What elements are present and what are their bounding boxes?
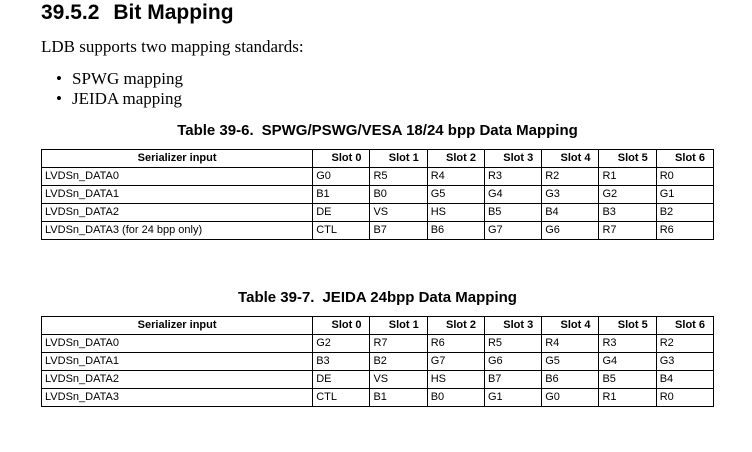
table-cell: B1 bbox=[313, 186, 370, 204]
table-cell: R0 bbox=[656, 389, 713, 407]
column-header: Slot 5 bbox=[599, 150, 656, 168]
column-header: Slot 6 bbox=[656, 317, 713, 335]
table-cell: B5 bbox=[599, 371, 656, 389]
table-title: JEIDA 24bpp Data Mapping bbox=[322, 289, 517, 306]
column-header: Slot 4 bbox=[542, 317, 599, 335]
table-cell: B3 bbox=[599, 204, 656, 222]
table-cell: B1 bbox=[370, 389, 427, 407]
list-item-text: SPWG mapping bbox=[72, 69, 183, 88]
table-cell: G0 bbox=[542, 389, 599, 407]
table-cell: G0 bbox=[313, 168, 370, 186]
table-cell: R5 bbox=[484, 335, 541, 353]
list-item bbox=[56, 89, 183, 109]
table-cell: G4 bbox=[599, 353, 656, 371]
table-row bbox=[42, 335, 714, 353]
table-cell: B2 bbox=[370, 353, 427, 371]
table-number: Table 39-6. bbox=[177, 122, 254, 139]
table-row bbox=[42, 168, 714, 186]
column-header: Slot 6 bbox=[656, 150, 713, 168]
table-cell: R2 bbox=[656, 335, 713, 353]
table-row bbox=[42, 222, 714, 240]
table-caption bbox=[41, 122, 714, 140]
column-header: Slot 0 bbox=[313, 317, 370, 335]
table-cell: G7 bbox=[427, 353, 484, 371]
table-row bbox=[42, 353, 714, 371]
section-heading bbox=[41, 0, 234, 26]
table-cell: R6 bbox=[656, 222, 713, 240]
table-cell: VS bbox=[370, 204, 427, 222]
table-cell: B6 bbox=[427, 222, 484, 240]
table-cell: LVDSn_DATA1 bbox=[42, 353, 313, 371]
column-header: Slot 3 bbox=[484, 317, 541, 335]
table-cell: R1 bbox=[599, 389, 656, 407]
table-cell: G3 bbox=[542, 186, 599, 204]
table-cell: B3 bbox=[313, 353, 370, 371]
table-cell: R0 bbox=[656, 168, 713, 186]
column-header: Slot 3 bbox=[484, 150, 541, 168]
list-item-text: JEIDA mapping bbox=[72, 89, 183, 108]
table-cell: G6 bbox=[484, 353, 541, 371]
table-cell: HS bbox=[427, 371, 484, 389]
table-cell: G2 bbox=[313, 335, 370, 353]
table-cell: LVDSn_DATA1 bbox=[42, 186, 313, 204]
table-number: Table 39-7. bbox=[238, 289, 315, 306]
table-cell: R7 bbox=[599, 222, 656, 240]
column-header: Slot 2 bbox=[427, 150, 484, 168]
table-header-row bbox=[42, 150, 714, 168]
section-number: 39.5.2 bbox=[41, 1, 100, 24]
column-header: Slot 2 bbox=[427, 317, 484, 335]
table-cell: R6 bbox=[427, 335, 484, 353]
table-cell: B0 bbox=[427, 389, 484, 407]
table-title: SPWG/PSWG/VESA 18/24 bpp Data Mapping bbox=[261, 122, 578, 139]
column-header: Slot 5 bbox=[599, 317, 656, 335]
intro-paragraph: LDB supports two mapping standards: bbox=[41, 37, 304, 56]
table-cell: LVDSn_DATA2 bbox=[42, 371, 313, 389]
table-cell: G3 bbox=[656, 353, 713, 371]
column-header: Slot 1 bbox=[370, 317, 427, 335]
list-item bbox=[56, 69, 183, 89]
bullet-icon: • bbox=[56, 69, 62, 88]
spwg-mapping-table bbox=[41, 149, 714, 240]
table-cell: R1 bbox=[599, 168, 656, 186]
table-cell: LVDSn_DATA2 bbox=[42, 204, 313, 222]
section-title: Bit Mapping bbox=[113, 1, 234, 24]
table-cell: G5 bbox=[427, 186, 484, 204]
column-header: Serializer input bbox=[42, 150, 313, 168]
table-cell: CTL bbox=[313, 389, 370, 407]
table-cell: G5 bbox=[542, 353, 599, 371]
table-cell: G4 bbox=[484, 186, 541, 204]
table-cell: G1 bbox=[484, 389, 541, 407]
bullet-icon: • bbox=[56, 89, 62, 108]
table-cell: B7 bbox=[370, 222, 427, 240]
table-cell: DE bbox=[313, 371, 370, 389]
table-cell: B4 bbox=[656, 371, 713, 389]
table-cell: B4 bbox=[542, 204, 599, 222]
table-cell: B0 bbox=[370, 186, 427, 204]
table-cell: G1 bbox=[656, 186, 713, 204]
table-row bbox=[42, 186, 714, 204]
table-cell: B7 bbox=[484, 371, 541, 389]
table-cell: B5 bbox=[484, 204, 541, 222]
table-caption bbox=[41, 289, 714, 307]
column-header: Slot 1 bbox=[370, 150, 427, 168]
table-row bbox=[42, 204, 714, 222]
column-header: Serializer input bbox=[42, 317, 313, 335]
column-header: Slot 0 bbox=[313, 150, 370, 168]
table-cell: G6 bbox=[542, 222, 599, 240]
table-cell: LVDSn_DATA3 (for 24 bpp only) bbox=[42, 222, 313, 240]
table-cell: R4 bbox=[427, 168, 484, 186]
table-cell: B2 bbox=[656, 204, 713, 222]
table-header-row bbox=[42, 317, 714, 335]
table-cell: R2 bbox=[542, 168, 599, 186]
table-cell: R3 bbox=[484, 168, 541, 186]
table-cell: HS bbox=[427, 204, 484, 222]
table-cell: LVDSn_DATA0 bbox=[42, 168, 313, 186]
jeida-mapping-table bbox=[41, 316, 714, 407]
table-cell: LVDSn_DATA0 bbox=[42, 335, 313, 353]
table-cell: G7 bbox=[484, 222, 541, 240]
table-cell: R5 bbox=[370, 168, 427, 186]
table-row bbox=[42, 389, 714, 407]
table-cell: R7 bbox=[370, 335, 427, 353]
column-header: Slot 4 bbox=[542, 150, 599, 168]
table-cell: CTL bbox=[313, 222, 370, 240]
table-cell: B6 bbox=[542, 371, 599, 389]
mapping-standards-list bbox=[56, 69, 183, 109]
table-cell: VS bbox=[370, 371, 427, 389]
table-row bbox=[42, 371, 714, 389]
table-cell: R3 bbox=[599, 335, 656, 353]
table-cell: DE bbox=[313, 204, 370, 222]
table-cell: R4 bbox=[542, 335, 599, 353]
table-cell: LVDSn_DATA3 bbox=[42, 389, 313, 407]
table-cell: G2 bbox=[599, 186, 656, 204]
